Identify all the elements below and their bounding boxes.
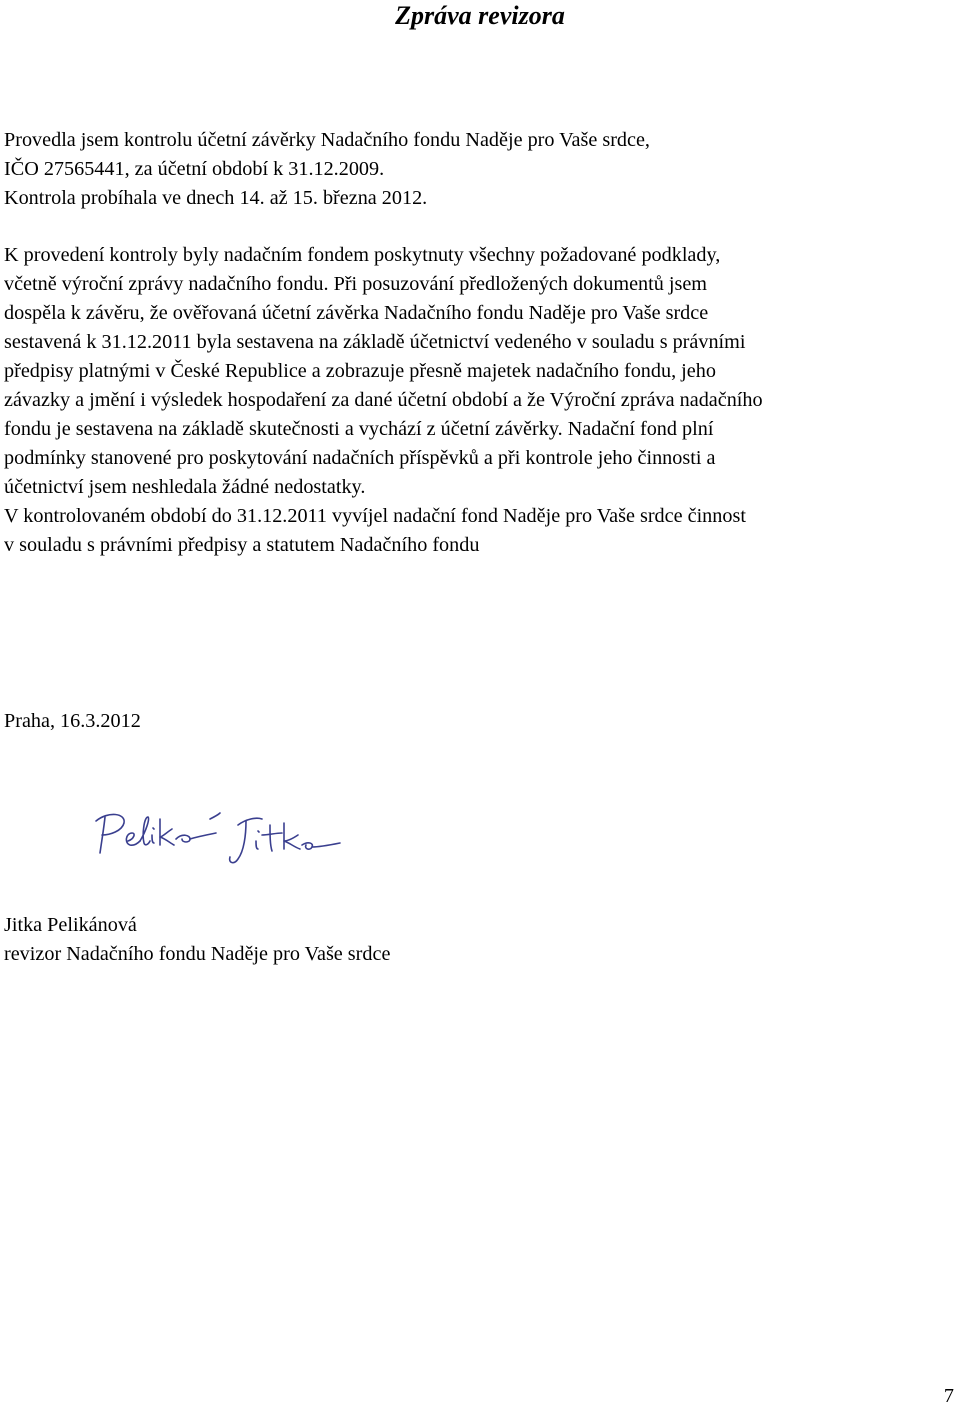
text-line: v souladu s právními předpisy a statutem Nadačního fondu [4, 534, 480, 556]
handwritten-signature [78, 795, 348, 885]
page-number: 7 [943, 1385, 954, 1407]
signer-block [4, 911, 390, 969]
text-line: K provedení kontroly byly nadačním fondem poskytnuty všechny požadované podklady, [4, 244, 721, 266]
text-line: sestavená k 31.12.2011 byla sestavena na základě účetnictví vedeného v souladu s právními [4, 331, 746, 353]
text-line: dospěla k závěru, že ověřovaná účetní závěrka Nadačního fondu Naděje pro Vaše srdce [4, 302, 709, 324]
text-line: fondu je sestavena na základě skutečnosti a vychází z účetní závěrky. Nadační fond plní [4, 418, 714, 440]
text-line: účetnictví jsem neshledala žádné nedostatky. [4, 476, 366, 498]
page-title: Zpráva revizora [395, 1, 565, 30]
signer-name: Jitka Pelikánová [4, 914, 137, 936]
intro-paragraph [4, 126, 958, 213]
text-line: závazky a jmění i výsledek hospodaření za dané účetní období a že Výroční zpráva nadačního [4, 389, 763, 411]
text-line: předpisy platnými v České Republice a zobrazuje přesně majetek nadačního fondu, jeho [4, 360, 716, 382]
findings-paragraph [4, 241, 958, 560]
text-line: Provedla jsem kontrolu účetní závěrky Nadačního fondu Naděje pro Vaše srdce, [4, 129, 650, 151]
text-line: V kontrolovaném období do 31.12.2011 vyvíjel nadační fond Naděje pro Vaše srdce činnost [4, 505, 746, 527]
signer-role: revizor Nadačního fondu Naděje pro Vaše srdce [4, 943, 391, 965]
place-and-date: Praha, 16.3.2012 [4, 710, 141, 732]
text-line: včetně výroční zprávy nadačního fondu. Při posuzování předložených dokumentů jsem [4, 273, 707, 295]
text-line: podmínky stanovené pro poskytování nadačních příspěvků a při kontrole jeho činnosti a [4, 447, 716, 469]
text-line: Kontrola probíhala ve dnech 14. až 15. března 2012. [4, 187, 428, 209]
text-line: IČO 27565441, za účetní období k 31.12.2009. [4, 158, 385, 180]
